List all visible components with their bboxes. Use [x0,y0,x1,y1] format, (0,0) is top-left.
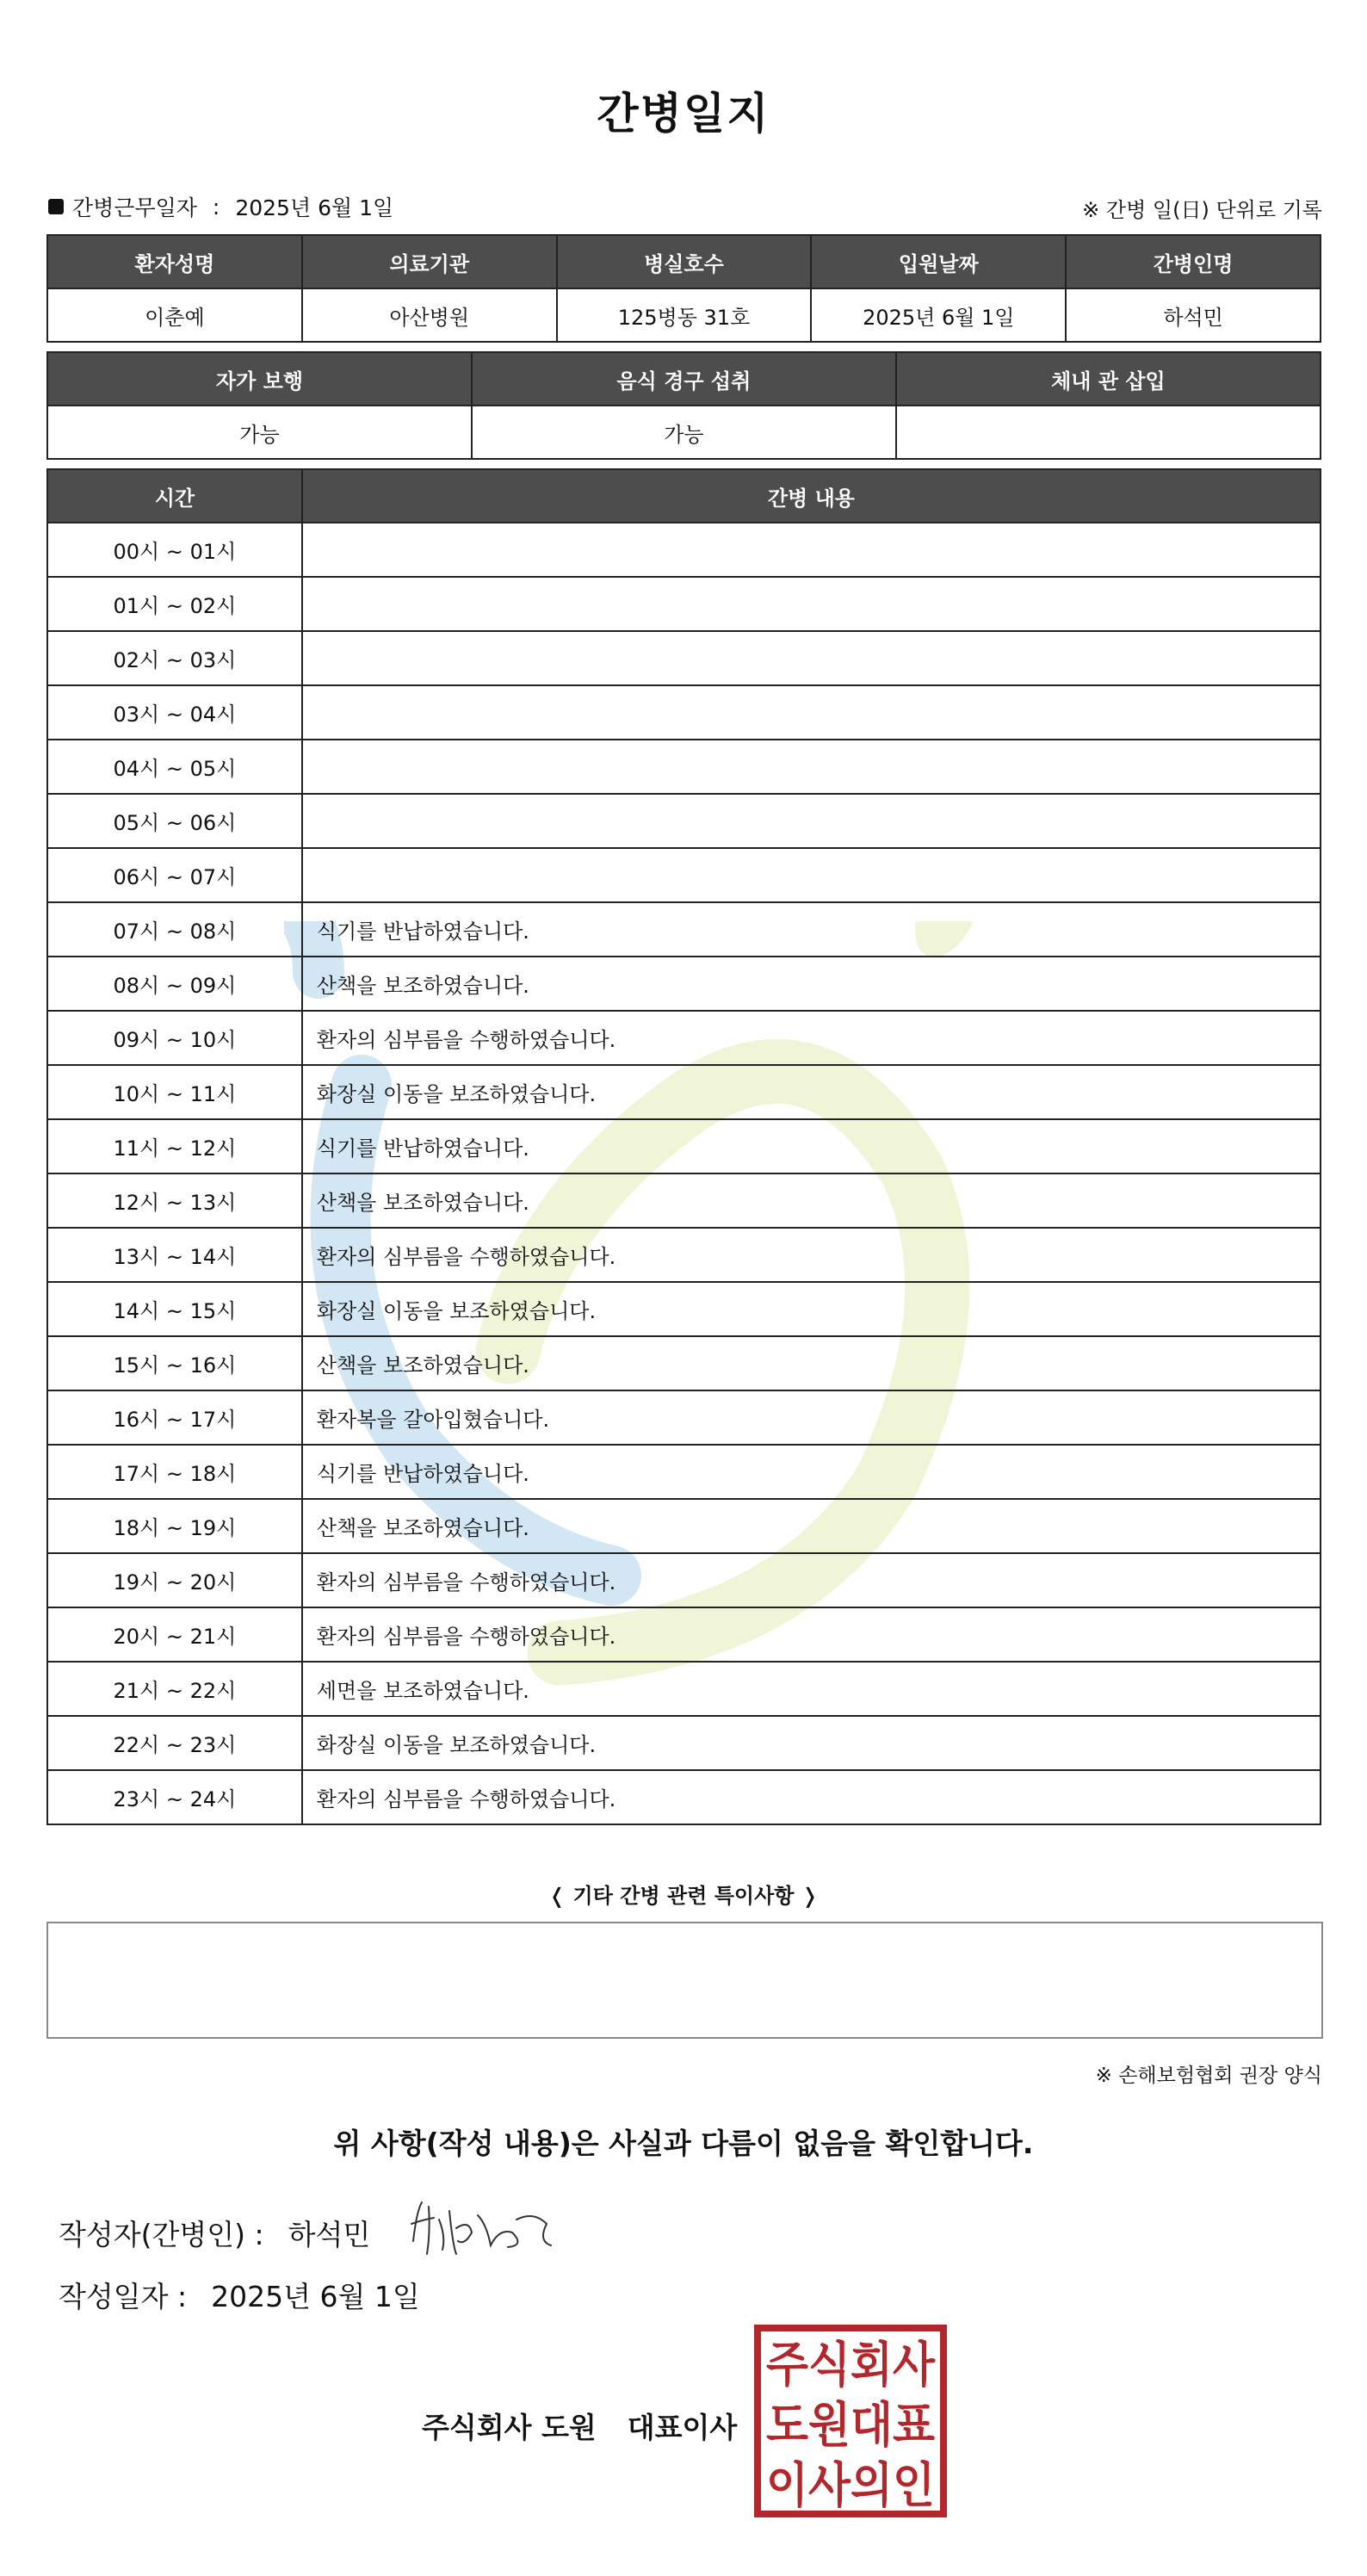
log-time-cell: 10시 ~ 11시 [47,1065,302,1119]
company-seal-stamp-icon [754,2325,947,2517]
log-time-cell: 06시 ~ 07시 [47,848,302,902]
log-content-cell [302,577,1321,631]
header-time: 시간 [47,469,302,523]
table-row [47,1445,1321,1499]
table-row [47,685,1321,740]
header-oral-intake: 음식 경구 섭취 [472,352,896,406]
company-line [422,2406,737,2446]
value-room: 125병동 31호 [557,288,812,342]
work-date-value: 2025년 6월 1일 [235,195,394,220]
table-row [47,1553,1321,1607]
table-row [47,794,1321,848]
notes-box [46,1922,1323,2039]
table-row [47,577,1321,631]
log-content-cell: 환자의 심부름을 수행하였습니다. [302,1011,1321,1065]
log-time-cell: 01시 ~ 02시 [47,577,302,631]
log-time-cell: 07시 ~ 08시 [47,902,302,957]
author-label: 작성자(간병인) : [59,2218,264,2251]
log-time-cell: 18시 ~ 19시 [47,1499,302,1553]
svg-text:이사의인: 이사의인 [766,2458,935,2514]
unit-note: ※ 간병 일(日) 단위로 기록 [1082,198,1322,222]
header-care-content: 간병 내용 [302,469,1321,523]
log-time-cell: 15시 ~ 16시 [47,1336,302,1390]
table-row [47,848,1321,902]
log-time-cell: 23시 ~ 24시 [47,1770,302,1824]
svg-text:도원대표: 도원대표 [766,2398,935,2454]
table-row [47,740,1321,794]
value-admission-date: 2025년 6월 1일 [811,288,1066,342]
value-tube-insertion [896,406,1321,459]
log-time-cell: 04시 ~ 05시 [47,740,302,794]
document-title: 간병일지 [597,89,770,139]
recommend-note: ※ 손해보험협회 권장 양식 [1095,2065,1322,2087]
square-bullet-icon [48,199,64,214]
work-date-line [48,191,393,222]
status-table [46,351,1321,460]
handwritten-signature-icon [405,2194,560,2263]
table-row [47,1119,1321,1173]
log-time-cell: 20시 ~ 21시 [47,1607,302,1662]
log-content-cell: 산책을 보조하였습니다. [302,1336,1321,1390]
log-content-cell: 식기를 반납하였습니다. [302,902,1321,957]
log-time-cell: 16시 ~ 17시 [47,1390,302,1445]
table-row [47,957,1321,1011]
header-tube-insertion: 체내 관 삽입 [896,352,1321,406]
log-content-cell: 산책을 보조하였습니다. [302,1499,1321,1553]
log-time-cell: 05시 ~ 06시 [47,794,302,848]
table-row [47,1716,1321,1770]
log-content-cell [302,685,1321,740]
work-date-separator: : [212,194,220,220]
log-time-cell: 08시 ~ 09시 [47,957,302,1011]
value-self-walking: 가능 [47,406,472,459]
log-content-cell: 화장실 이동을 보조하였습니다. [302,1716,1321,1770]
table-row [47,1770,1321,1824]
log-content-cell: 산책을 보조하였습니다. [302,957,1321,1011]
table-row [47,1607,1321,1662]
log-content-cell [302,794,1321,848]
care-log-table [46,468,1321,1825]
representative-title: 대표이사 [627,2411,738,2444]
log-time-cell: 22시 ~ 23시 [47,1716,302,1770]
table-row [47,1282,1321,1336]
log-time-cell: 21시 ~ 22시 [47,1662,302,1716]
log-content-cell [302,848,1321,902]
work-date-label: 간병근무일자 [72,195,197,220]
log-content-cell [302,740,1321,794]
author-name: 하석민 [288,2218,371,2251]
written-date-line [59,2275,420,2315]
log-content-cell: 환자의 심부름을 수행하였습니다. [302,1228,1321,1282]
log-content-cell: 식기를 반납하였습니다. [302,1119,1321,1173]
table-row [47,1065,1321,1119]
value-caregiver: 하석민 [1066,288,1321,342]
log-content-cell: 환자의 심부름을 수행하였습니다. [302,1607,1321,1662]
table-row [47,1390,1321,1445]
log-time-cell: 00시 ~ 01시 [47,523,302,577]
log-content-cell: 식기를 반납하였습니다. [302,1445,1321,1499]
table-row [47,631,1321,685]
log-time-cell: 12시 ~ 13시 [47,1173,302,1228]
log-time-cell: 19시 ~ 20시 [47,1553,302,1607]
table-row [47,1662,1321,1716]
header-hospital: 의료기관 [302,235,557,288]
confirmation-statement: 위 사항(작성 내용)은 사실과 다름이 없음을 확인합니다. [333,2127,1034,2160]
log-content-cell [302,523,1321,577]
log-content-cell [302,631,1321,685]
log-time-cell: 11시 ~ 12시 [47,1119,302,1173]
log-content-cell: 세면을 보조하였습니다. [302,1662,1321,1716]
table-row [47,1173,1321,1228]
company-name: 주식회사 도원 [422,2411,597,2444]
table-row [47,1336,1321,1390]
log-content-cell: 산책을 보조하였습니다. [302,1173,1321,1228]
table-row [47,1011,1321,1065]
log-content-cell: 화장실 이동을 보조하였습니다. [302,1282,1321,1336]
log-time-cell: 09시 ~ 10시 [47,1011,302,1065]
log-content-cell: 화장실 이동을 보조하였습니다. [302,1065,1321,1119]
log-content-cell: 환자복을 갈아입혔습니다. [302,1390,1321,1445]
log-time-cell: 03시 ~ 04시 [47,685,302,740]
header-caregiver: 간병인명 [1066,235,1321,288]
written-date-label: 작성일자 : [59,2280,188,2313]
log-time-cell: 14시 ~ 15시 [47,1282,302,1336]
value-hospital: 아산병원 [302,288,557,342]
table-row [47,523,1321,577]
log-time-cell: 17시 ~ 18시 [47,1445,302,1499]
value-patient-name: 이춘예 [47,288,302,342]
header-self-walking: 자가 보행 [47,352,472,406]
author-line [59,2213,370,2253]
header-room: 병실호수 [557,235,812,288]
header-admission-date: 입원날짜 [811,235,1066,288]
table-row [47,1499,1321,1553]
log-time-cell: 13시 ~ 14시 [47,1228,302,1282]
svg-text:주식회사: 주식회사 [766,2338,936,2393]
notes-section-title: ❬ 기타 간병 관련 특이사항 ❭ [548,1884,819,1908]
log-time-cell: 02시 ~ 03시 [47,631,302,685]
table-row [47,902,1321,957]
header-patient-name: 환자성명 [47,235,302,288]
log-content-cell: 환자의 심부름을 수행하였습니다. [302,1770,1321,1824]
value-oral-intake: 가능 [472,406,896,459]
written-date-value: 2025년 6월 1일 [211,2280,420,2313]
log-content-cell: 환자의 심부름을 수행하였습니다. [302,1553,1321,1607]
table-row [47,1228,1321,1282]
info-table [46,234,1321,343]
